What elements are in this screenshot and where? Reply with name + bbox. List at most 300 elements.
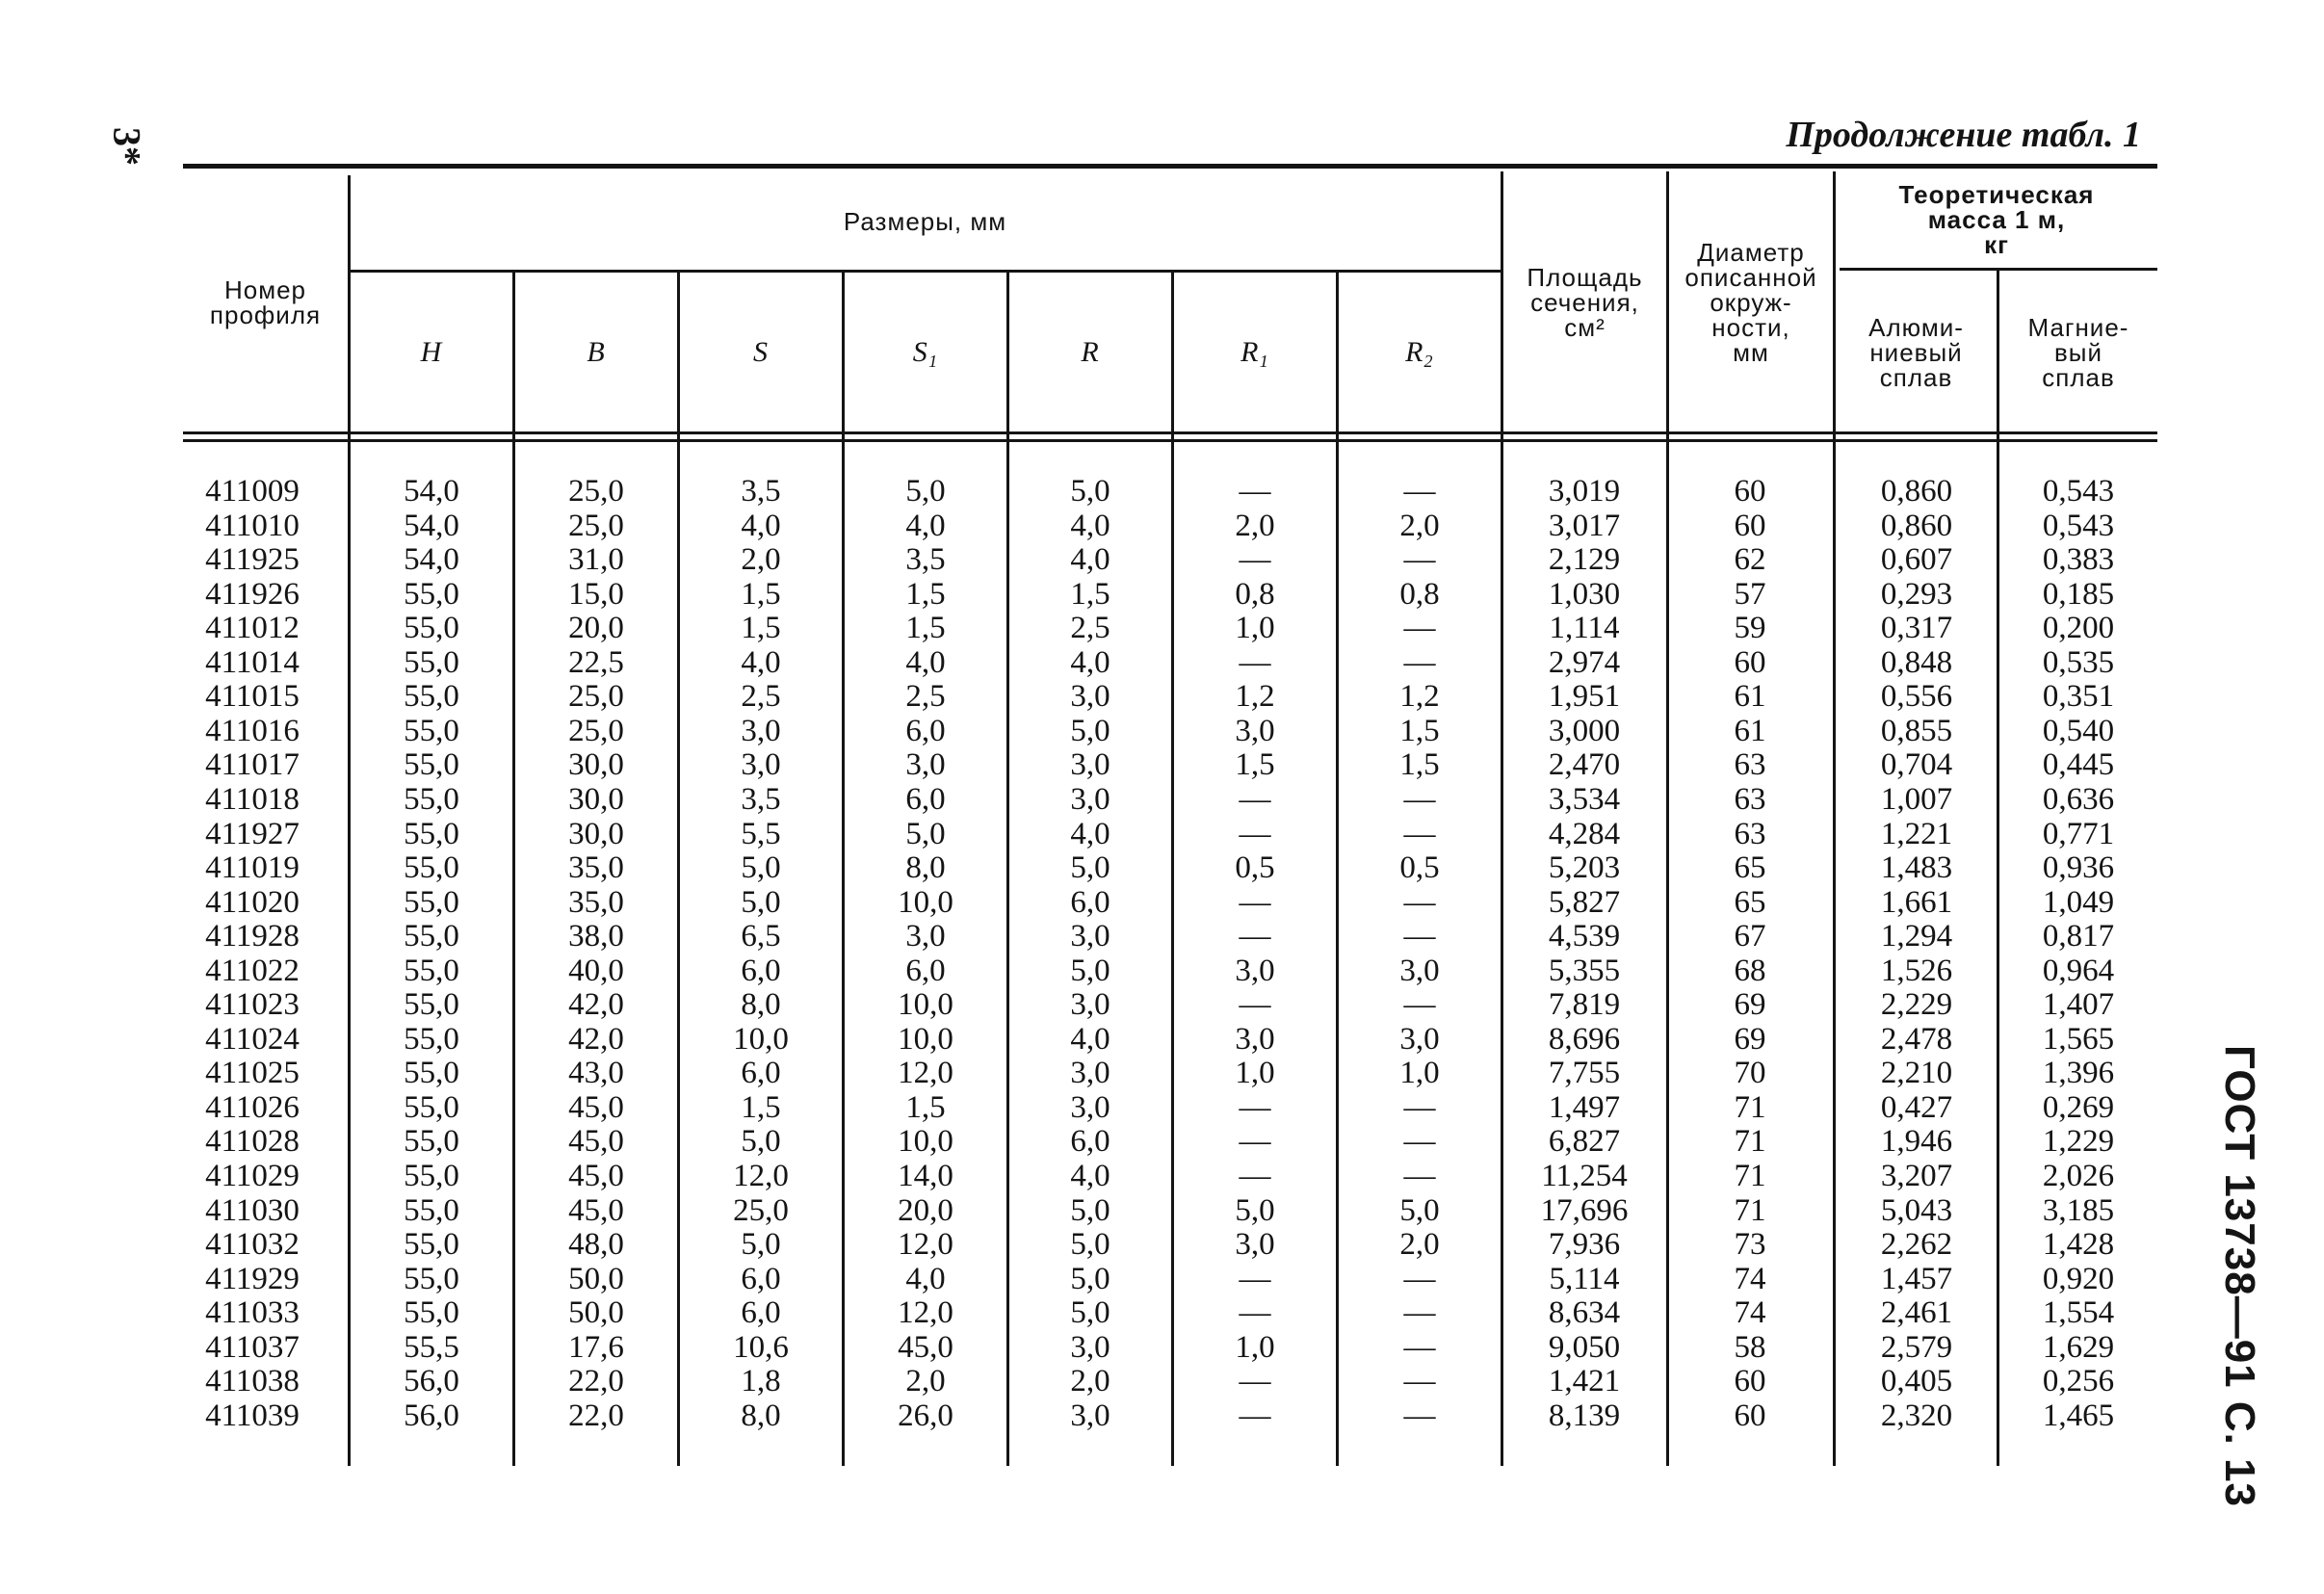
table-cell-H: 55,0 <box>404 1021 459 1057</box>
table-cell-profile: 411023 <box>205 987 300 1023</box>
table-cell-S: 5,0 <box>741 1124 781 1160</box>
table-cell-mass_al: 0,704 <box>1880 747 1953 783</box>
table-cell-H: 55,0 <box>404 747 459 783</box>
table-cell-R1: — <box>1239 1124 1271 1160</box>
table-cell-S1: 4,0 <box>905 1261 946 1296</box>
table-cell-R1: — <box>1239 781 1271 817</box>
table-cell-H: 55,5 <box>404 1329 459 1365</box>
header-dim-r2: R₂ <box>1405 336 1433 368</box>
table-cell-R2: — <box>1403 1124 1436 1160</box>
table-cell-area: 1,030 <box>1548 576 1621 612</box>
table-cell-S: 4,0 <box>741 644 781 680</box>
table-cell-R: 5,0 <box>1070 953 1110 988</box>
table-cell-mass_al: 2,320 <box>1880 1398 1953 1433</box>
header-dim-b: B <box>587 336 605 368</box>
table-cell-B: 30,0 <box>568 747 624 783</box>
table-cell-H: 55,0 <box>404 884 459 920</box>
table-cell-mass_mg: 1,554 <box>2042 1295 2115 1331</box>
table-cell-diameter: 63 <box>1734 747 1766 783</box>
table-cell-diameter: 70 <box>1734 1056 1766 1091</box>
table-cell-H: 56,0 <box>404 1398 459 1433</box>
table-cell-S1: 5,0 <box>905 816 946 851</box>
table-cell-profile: 411020 <box>205 884 300 920</box>
table-cell-R: 4,0 <box>1070 1021 1110 1057</box>
table-cell-S1: 10,0 <box>898 987 953 1023</box>
table-cell-R1: 1,0 <box>1235 611 1275 646</box>
table-cell-S: 3,0 <box>741 713 781 748</box>
table-cell-S: 5,0 <box>741 850 781 886</box>
table-cell-area: 1,114 <box>1549 611 1620 646</box>
table-cell-S1: 26,0 <box>898 1398 953 1433</box>
table-cell-diameter: 67 <box>1734 919 1766 954</box>
table-cell-R: 3,0 <box>1070 1329 1110 1365</box>
table-cell-S: 4,0 <box>741 508 781 543</box>
table-cell-R1: 3,0 <box>1235 1021 1275 1057</box>
column-divider <box>1336 272 1339 1466</box>
table-cell-S: 6,0 <box>741 1056 781 1091</box>
table-cell-R1: — <box>1239 474 1271 509</box>
table-cell-B: 25,0 <box>568 508 624 543</box>
table-cell-H: 54,0 <box>404 474 459 509</box>
table-cell-H: 55,0 <box>404 781 459 817</box>
table-cell-diameter: 60 <box>1734 1364 1766 1399</box>
table-cell-mass_al: 0,848 <box>1880 644 1953 680</box>
table-cell-area: 2,129 <box>1548 542 1621 578</box>
table-cell-profile: 411026 <box>205 1089 300 1125</box>
table-cell-H: 55,0 <box>404 1227 459 1263</box>
table-cell-R: 5,0 <box>1070 1227 1110 1263</box>
table-cell-R1: 3,0 <box>1235 1227 1275 1263</box>
table-cell-profile: 411024 <box>205 1021 300 1057</box>
table-cell-diameter: 65 <box>1734 884 1766 920</box>
table-cell-profile: 411014 <box>205 644 300 680</box>
table-cell-B: 45,0 <box>568 1089 624 1125</box>
table-cell-R1: — <box>1239 816 1271 851</box>
table-cell-profile: 411018 <box>205 781 300 817</box>
table-cell-S1: 6,0 <box>905 713 946 748</box>
table-cell-R2: — <box>1403 781 1436 817</box>
table-cell-R: 4,0 <box>1070 644 1110 680</box>
table-cell-B: 50,0 <box>568 1295 624 1331</box>
table-cell-R2: — <box>1403 611 1436 646</box>
table-cell-R: 5,0 <box>1070 713 1110 748</box>
table-cell-R2: — <box>1403 644 1436 680</box>
table-cell-R: 3,0 <box>1070 781 1110 817</box>
table-cell-diameter: 62 <box>1734 542 1766 578</box>
table-cell-mass_mg: 0,540 <box>2042 713 2115 748</box>
table-cell-mass_al: 1,007 <box>1880 781 1953 817</box>
table-cell-mass_mg: 3,185 <box>2042 1192 2115 1228</box>
table-cell-profile: 411928 <box>205 919 300 954</box>
table-cell-mass_al: 0,317 <box>1880 611 1953 646</box>
table-cell-R1: — <box>1239 1089 1271 1125</box>
table-cell-R: 2,5 <box>1070 611 1110 646</box>
table-cell-R1: — <box>1239 1398 1271 1433</box>
table-cell-mass_al: 1,526 <box>1880 953 1953 988</box>
table-cell-profile: 411927 <box>205 816 300 851</box>
table-cell-mass_al: 0,427 <box>1880 1089 1953 1125</box>
table-cell-S: 12,0 <box>733 1159 789 1193</box>
table-cell-R2: 5,0 <box>1399 1192 1440 1228</box>
table-cell-area: 3,534 <box>1548 781 1621 817</box>
table-cell-R2: 2,0 <box>1399 1227 1440 1263</box>
table-cell-mass_mg: 1,465 <box>2042 1398 2115 1433</box>
table-cell-area: 7,755 <box>1548 1056 1621 1091</box>
table-cell-mass_mg: 1,629 <box>2042 1329 2115 1365</box>
header-dim-s1: S₁ <box>912 336 938 368</box>
table-cell-S1: 10,0 <box>898 884 953 920</box>
table-cell-S: 1,5 <box>741 576 781 612</box>
table-cell-R2: 1,5 <box>1399 747 1440 783</box>
table-cell-R2: 1,0 <box>1399 1056 1440 1091</box>
table-cell-S1: 3,0 <box>905 747 946 783</box>
table-cell-mass_al: 0,860 <box>1880 508 1953 543</box>
table-cell-diameter: 60 <box>1734 508 1766 543</box>
table-cell-R: 3,0 <box>1070 679 1110 715</box>
table-cell-H: 55,0 <box>404 850 459 886</box>
table-cell-area: 1,951 <box>1548 679 1621 715</box>
table-cell-profile: 411038 <box>205 1364 300 1399</box>
table-cell-B: 20,0 <box>568 611 624 646</box>
table-cell-B: 25,0 <box>568 713 624 748</box>
table-cell-profile: 411017 <box>205 747 300 783</box>
table-cell-B: 42,0 <box>568 1021 624 1057</box>
table-cell-S: 10,6 <box>733 1329 789 1365</box>
table-cell-H: 55,0 <box>404 1295 459 1331</box>
table-cell-S1: 6,0 <box>905 781 946 817</box>
table-cell-R2: — <box>1403 1398 1436 1433</box>
table-cell-mass_mg: 1,049 <box>2042 884 2115 920</box>
table-cell-diameter: 65 <box>1734 850 1766 886</box>
table-cell-S1: 1,5 <box>905 611 946 646</box>
table-cell-mass_mg: 1,428 <box>2042 1227 2115 1263</box>
table-cell-R: 4,0 <box>1070 542 1110 578</box>
table-cell-R1: — <box>1239 884 1271 920</box>
table-cell-profile: 411929 <box>205 1261 300 1296</box>
table-cell-mass_al: 3,207 <box>1880 1159 1953 1193</box>
table-cell-H: 55,0 <box>404 953 459 988</box>
table-cell-diameter: 74 <box>1734 1295 1766 1331</box>
table-cell-S: 5,5 <box>741 816 781 851</box>
table-cell-S: 1,5 <box>741 611 781 646</box>
table-cell-mass_mg: 0,936 <box>2042 850 2115 886</box>
table-cell-R1: — <box>1239 1364 1271 1399</box>
table-cell-R: 5,0 <box>1070 1295 1110 1331</box>
table-cell-diameter: 69 <box>1734 987 1766 1023</box>
table-cell-B: 42,0 <box>568 987 624 1023</box>
header-dim-r1: R₁ <box>1240 336 1268 368</box>
table-cell-S: 3,5 <box>741 781 781 817</box>
table-cell-R2: 0,8 <box>1399 576 1440 612</box>
table-cell-B: 15,0 <box>568 576 624 612</box>
table-cell-R: 4,0 <box>1070 508 1110 543</box>
table-cell-R1: 0,8 <box>1235 576 1275 612</box>
column-divider <box>677 272 680 1466</box>
table-cell-R2: — <box>1403 1159 1436 1193</box>
table-cell-B: 22,0 <box>568 1398 624 1433</box>
table-cell-H: 55,0 <box>404 1159 459 1193</box>
table-cell-mass_mg: 0,920 <box>2042 1261 2115 1296</box>
table-cell-R: 3,0 <box>1070 1398 1110 1433</box>
table-cell-R2: 3,0 <box>1399 1021 1440 1057</box>
header-theoretical-mass-group: Теоретическая масса 1 м, кг <box>1898 180 2095 259</box>
table-cell-R: 4,0 <box>1070 1159 1110 1193</box>
table-cell-diameter: 61 <box>1734 679 1766 715</box>
table-cell-mass_mg: 0,256 <box>2042 1364 2115 1399</box>
table-cell-R2: — <box>1403 884 1436 920</box>
table-cell-mass_al: 2,461 <box>1880 1295 1953 1331</box>
table-cell-mass_mg: 0,383 <box>2042 542 2115 578</box>
header-dim-r: R <box>1081 336 1099 368</box>
table-cell-R2: — <box>1403 1295 1436 1331</box>
table-cell-S1: 10,0 <box>898 1021 953 1057</box>
table-cell-R: 3,0 <box>1070 987 1110 1023</box>
table-cell-R1: 1,2 <box>1235 679 1275 715</box>
table-cell-H: 55,0 <box>404 611 459 646</box>
table-cell-mass_mg: 0,543 <box>2042 474 2115 509</box>
table-cell-B: 30,0 <box>568 781 624 817</box>
table-cell-mass_al: 0,860 <box>1880 474 1953 509</box>
table-cell-S: 1,8 <box>741 1364 781 1399</box>
table-cell-R2: — <box>1403 987 1436 1023</box>
table-cell-area: 5,827 <box>1548 884 1621 920</box>
table-cell-mass_mg: 1,407 <box>2042 987 2115 1023</box>
table-cell-mass_al: 0,293 <box>1880 576 1953 612</box>
table-cell-area: 2,974 <box>1548 644 1621 680</box>
table-cell-diameter: 71 <box>1734 1124 1766 1160</box>
table-cell-B: 35,0 <box>568 884 624 920</box>
header-dim-s: S <box>753 336 768 368</box>
table-cell-H: 55,0 <box>404 713 459 748</box>
table-cell-H: 56,0 <box>404 1364 459 1399</box>
table-cell-profile: 411030 <box>205 1192 300 1228</box>
table-cell-S1: 12,0 <box>898 1056 953 1091</box>
table-cell-B: 45,0 <box>568 1192 624 1228</box>
table-cell-profile: 411016 <box>205 713 300 748</box>
table-cell-profile: 411012 <box>205 611 300 646</box>
table-continuation-caption: Продолжение табл. 1 <box>1786 115 2141 155</box>
table-cell-S1: 8,0 <box>905 850 946 886</box>
table-cell-R: 5,0 <box>1070 1261 1110 1296</box>
table-cell-mass_mg: 0,543 <box>2042 508 2115 543</box>
table-cell-R: 2,0 <box>1070 1364 1110 1399</box>
table-cell-area: 3,017 <box>1548 508 1621 543</box>
table-cell-R2: — <box>1403 1329 1436 1365</box>
table-cell-R: 6,0 <box>1070 884 1110 920</box>
table-cell-diameter: 74 <box>1734 1261 1766 1296</box>
header-mass-aluminium: Алюми- ниевый сплав <box>1868 313 1964 392</box>
table-cell-mass_mg: 1,396 <box>2042 1056 2115 1091</box>
table-cell-area: 9,050 <box>1548 1329 1621 1365</box>
table-cell-mass_al: 0,855 <box>1880 713 1953 748</box>
table-cell-profile: 411037 <box>205 1329 300 1365</box>
table-cell-mass_al: 1,483 <box>1880 850 1953 886</box>
table-cell-H: 55,0 <box>404 1261 459 1296</box>
table-cell-S: 3,0 <box>741 747 781 783</box>
table-cell-H: 55,0 <box>404 1056 459 1091</box>
table-cell-S: 6,0 <box>741 1295 781 1331</box>
table-cell-S1: 12,0 <box>898 1295 953 1331</box>
table-cell-R: 5,0 <box>1070 474 1110 509</box>
table-cell-profile: 411009 <box>205 474 300 509</box>
table-cell-mass_al: 5,043 <box>1880 1192 1953 1228</box>
table-cell-S1: 1,5 <box>905 1089 946 1125</box>
table-cell-B: 45,0 <box>568 1159 624 1193</box>
table-cell-R1: — <box>1239 644 1271 680</box>
table-cell-R: 6,0 <box>1070 1124 1110 1160</box>
table-cell-S: 3,5 <box>741 474 781 509</box>
table-cell-mass_al: 2,229 <box>1880 987 1953 1023</box>
table-cell-B: 40,0 <box>568 953 624 988</box>
table-cell-mass_al: 0,405 <box>1880 1364 1953 1399</box>
table-cell-R1: 3,0 <box>1235 713 1275 748</box>
table-cell-diameter: 60 <box>1734 474 1766 509</box>
dims-subheader-rule <box>350 270 1503 273</box>
table-cell-area: 3,000 <box>1548 713 1621 748</box>
table-cell-B: 38,0 <box>568 919 624 954</box>
table-cell-S1: 45,0 <box>898 1329 953 1365</box>
table-cell-area: 3,019 <box>1548 474 1621 509</box>
table-cell-B: 25,0 <box>568 474 624 509</box>
table-cell-S1: 2,0 <box>905 1364 946 1399</box>
table-cell-R: 3,0 <box>1070 747 1110 783</box>
table-cell-mass_al: 1,661 <box>1880 884 1953 920</box>
table-cell-mass_al: 1,946 <box>1880 1124 1953 1160</box>
table-cell-area: 5,203 <box>1548 850 1621 886</box>
table-cell-S1: 10,0 <box>898 1124 953 1160</box>
header-bottom-rule-second <box>183 439 2157 442</box>
table-cell-mass_mg: 2,026 <box>2042 1159 2115 1193</box>
table-cell-S: 8,0 <box>741 1398 781 1433</box>
table-cell-S: 10,0 <box>733 1021 789 1057</box>
table-cell-R: 1,5 <box>1070 576 1110 612</box>
table-cell-R: 5,0 <box>1070 1192 1110 1228</box>
header-circumscribed-diameter: Диаметр описанной окруж- ности, мм <box>1684 238 1817 367</box>
header-dim-h: H <box>420 336 442 368</box>
table-cell-H: 55,0 <box>404 987 459 1023</box>
table-cell-R2: 3,0 <box>1399 953 1440 988</box>
table-cell-S1: 5,0 <box>905 474 946 509</box>
table-cell-diameter: 63 <box>1734 816 1766 851</box>
table-cell-area: 6,827 <box>1548 1124 1621 1160</box>
table-cell-R: 3,0 <box>1070 1089 1110 1125</box>
header-mass-magnesium: Магние- вый сплав <box>2027 313 2129 392</box>
table-cell-S1: 1,5 <box>905 576 946 612</box>
table-cell-profile: 411925 <box>205 542 300 578</box>
table-cell-S1: 2,5 <box>905 679 946 715</box>
table-cell-profile: 411022 <box>205 953 300 988</box>
table-cell-B: 30,0 <box>568 816 624 851</box>
table-cell-diameter: 58 <box>1734 1329 1766 1365</box>
table-cell-H: 55,0 <box>404 1089 459 1125</box>
table-cell-area: 4,284 <box>1548 816 1621 851</box>
table-cell-R1: 3,0 <box>1235 953 1275 988</box>
table-cell-B: 31,0 <box>568 542 624 578</box>
table-cell-mass_mg: 0,636 <box>2042 781 2115 817</box>
table-cell-S1: 3,0 <box>905 919 946 954</box>
table-cell-area: 8,634 <box>1548 1295 1621 1331</box>
table-cell-B: 25,0 <box>568 679 624 715</box>
table-cell-R1: 0,5 <box>1235 850 1275 886</box>
table-cell-mass_mg: 0,185 <box>2042 576 2115 612</box>
table-cell-mass_mg: 0,269 <box>2042 1089 2115 1125</box>
table-cell-S1: 4,0 <box>905 644 946 680</box>
table-cell-S: 8,0 <box>741 987 781 1023</box>
table-cell-R1: — <box>1239 1295 1271 1331</box>
table-cell-profile: 411019 <box>205 850 300 886</box>
column-divider <box>512 272 515 1466</box>
table-cell-R: 3,0 <box>1070 1056 1110 1091</box>
table-cell-mass_al: 1,457 <box>1880 1261 1953 1296</box>
table-cell-R2: 1,2 <box>1399 679 1440 715</box>
table-cell-R: 5,0 <box>1070 850 1110 886</box>
table-cell-S1: 6,0 <box>905 953 946 988</box>
table-cell-S: 2,0 <box>741 542 781 578</box>
table-cell-R1: — <box>1239 542 1271 578</box>
table-cell-profile: 411039 <box>205 1398 300 1433</box>
table-cell-mass_mg: 1,229 <box>2042 1124 2115 1160</box>
table-cell-diameter: 60 <box>1734 644 1766 680</box>
table-cell-R2: 0,5 <box>1399 850 1440 886</box>
page-corner-mark: 3* <box>105 127 149 166</box>
table-cell-profile: 411015 <box>205 679 300 715</box>
table-cell-area: 1,421 <box>1548 1364 1621 1399</box>
table-cell-profile: 411028 <box>205 1124 300 1160</box>
table-cell-H: 55,0 <box>404 816 459 851</box>
table-cell-S: 5,0 <box>741 1227 781 1263</box>
table-cell-B: 43,0 <box>568 1056 624 1091</box>
table-cell-mass_mg: 0,817 <box>2042 919 2115 954</box>
table-cell-R2: — <box>1403 1261 1436 1296</box>
table-cell-profile: 411032 <box>205 1227 300 1263</box>
table-cell-area: 11,254 <box>1541 1159 1628 1193</box>
table-cell-S1: 14,0 <box>898 1159 953 1193</box>
table-cell-R1: 1,0 <box>1235 1329 1275 1365</box>
table-cell-mass_mg: 0,445 <box>2042 747 2115 783</box>
column-divider <box>1171 272 1174 1466</box>
table-cell-mass_mg: 0,200 <box>2042 611 2115 646</box>
table-cell-S: 6,0 <box>741 1261 781 1296</box>
table-cell-R1: 1,5 <box>1235 747 1275 783</box>
table-cell-R1: 2,0 <box>1235 508 1275 543</box>
column-divider <box>842 272 845 1466</box>
table-cell-R: 4,0 <box>1070 816 1110 851</box>
table-cell-area: 4,539 <box>1548 919 1621 954</box>
table-cell-diameter: 59 <box>1734 611 1766 646</box>
table-cell-mass_mg: 0,535 <box>2042 644 2115 680</box>
table-cell-profile: 411926 <box>205 576 300 612</box>
table-cell-R2: 1,5 <box>1399 713 1440 748</box>
table-cell-diameter: 61 <box>1734 713 1766 748</box>
table-cell-R1: — <box>1239 919 1271 954</box>
table-top-rule <box>183 164 2157 169</box>
table-cell-area: 17,696 <box>1540 1192 1629 1228</box>
table-cell-R1: 5,0 <box>1235 1192 1275 1228</box>
table-cell-S: 2,5 <box>741 679 781 715</box>
table-cell-B: 22,5 <box>568 644 624 680</box>
table-cell-mass_mg: 0,771 <box>2042 816 2115 851</box>
table-cell-diameter: 57 <box>1734 576 1766 612</box>
table-cell-S1: 12,0 <box>898 1227 953 1263</box>
table-cell-R1: — <box>1239 1261 1271 1296</box>
table-cell-mass_al: 0,607 <box>1880 542 1953 578</box>
table-cell-mass_al: 2,579 <box>1880 1329 1953 1365</box>
table-cell-B: 48,0 <box>568 1227 624 1263</box>
table-cell-mass_al: 2,210 <box>1880 1056 1953 1091</box>
table-cell-area: 2,470 <box>1548 747 1621 783</box>
table-cell-diameter: 73 <box>1734 1227 1766 1263</box>
table-cell-diameter: 68 <box>1734 953 1766 988</box>
